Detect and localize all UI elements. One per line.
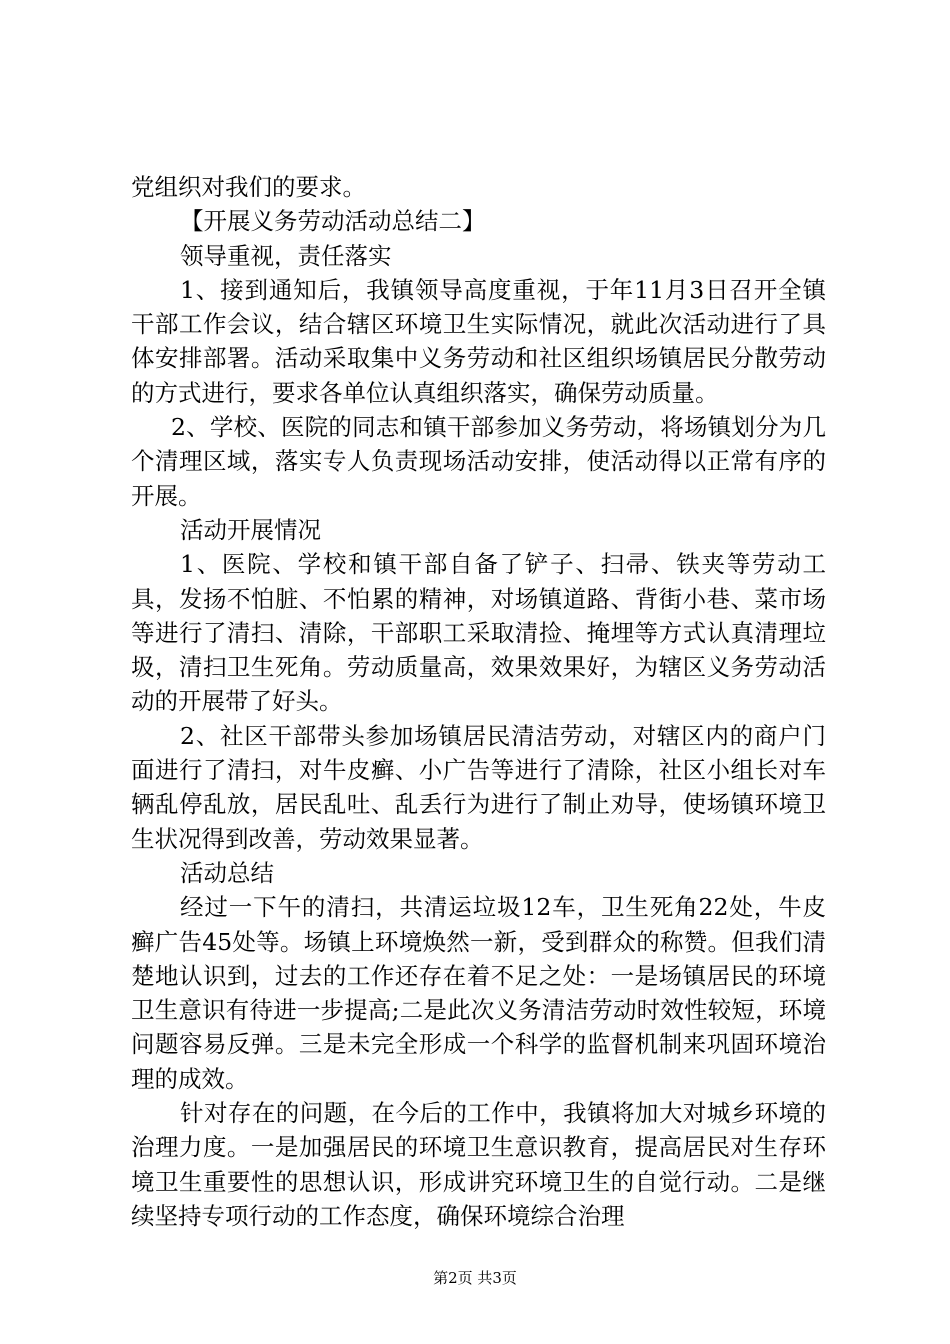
paragraph: 活动开展情况 bbox=[180, 515, 321, 544]
paragraph: 【开展义务劳动活动总结二】 bbox=[180, 207, 486, 236]
paragraph: 2、社区干部带头参加场镇居民清洁劳动，对辖区内的商户门面进行了清扫，对牛皮癣、小广告等进行了清除，社区小组长对车辆乱停乱放，居民乱吐、乱丢行为进行了制止劝导，使场镇环境卫生状况得到改善，劳动效果显著。 bbox=[131, 721, 826, 853]
paragraph: 1、医院、学校和镇干部自备了铲子、扫帚、铁夹等劳动工具，发扬不怕脏、不怕累的精神，对场镇道路、背街小巷、菜市场等进行了清扫、清除，干部职工采取清捡、掩埋等方式认真清理垃圾，清扫卫生死角。劳动质量高，效果效果好，为辖区义务劳动活动的开展带了好头。 bbox=[131, 550, 826, 716]
paragraph: 党组织对我们的要求。 bbox=[131, 173, 366, 201]
paragraph: 2、学校、医院的同志和镇干部参加义务劳动，将场镇划分为几个清理区域，落实专人负责现场活动安排，使活动得以正常有序的开展。 bbox=[131, 413, 826, 510]
paragraph: 经过一下午的清扫，共清运垃圾12车，卫生死角22处，牛皮癣广告45处等。场镇上环境焕然一新，受到群众的称赞。但我们清楚地认识到，过去的工作还存在着不足之处：一是场镇居民的环境卫生意识有待进一步提高;二是此次义务清洁劳动时效性较短，环境问题容易反弹。三是未完全形成一个科学的监督机制来巩固环境治理的成效。 bbox=[131, 893, 826, 1093]
paragraph: 领导重视，责任落实 bbox=[180, 241, 392, 270]
document-body bbox=[131, 170, 826, 1233]
paragraph: 活动总结 bbox=[180, 858, 274, 887]
page-footer: 第2页 共3页 bbox=[433, 1269, 517, 1287]
paragraph: 1、接到通知后，我镇领导高度重视，于年11月3日召开全镇干部工作会议，结合辖区环境卫生实际情况，就此次活动进行了具体安排部署。活动采取集中义务劳动和社区组织场镇居民分散劳动的方式进行，要求各单位认真组织落实，确保劳动质量。 bbox=[131, 275, 826, 407]
paragraph: 针对存在的问题，在今后的工作中，我镇将加大对城乡环境的治理力度。一是加强居民的环境卫生意识教育，提高居民对生存环境卫生重要性的思想认识，形成讲究环境卫生的自觉行动。二是继续坚持专项行动的工作态度，确保环境综合治理 bbox=[131, 1099, 826, 1230]
